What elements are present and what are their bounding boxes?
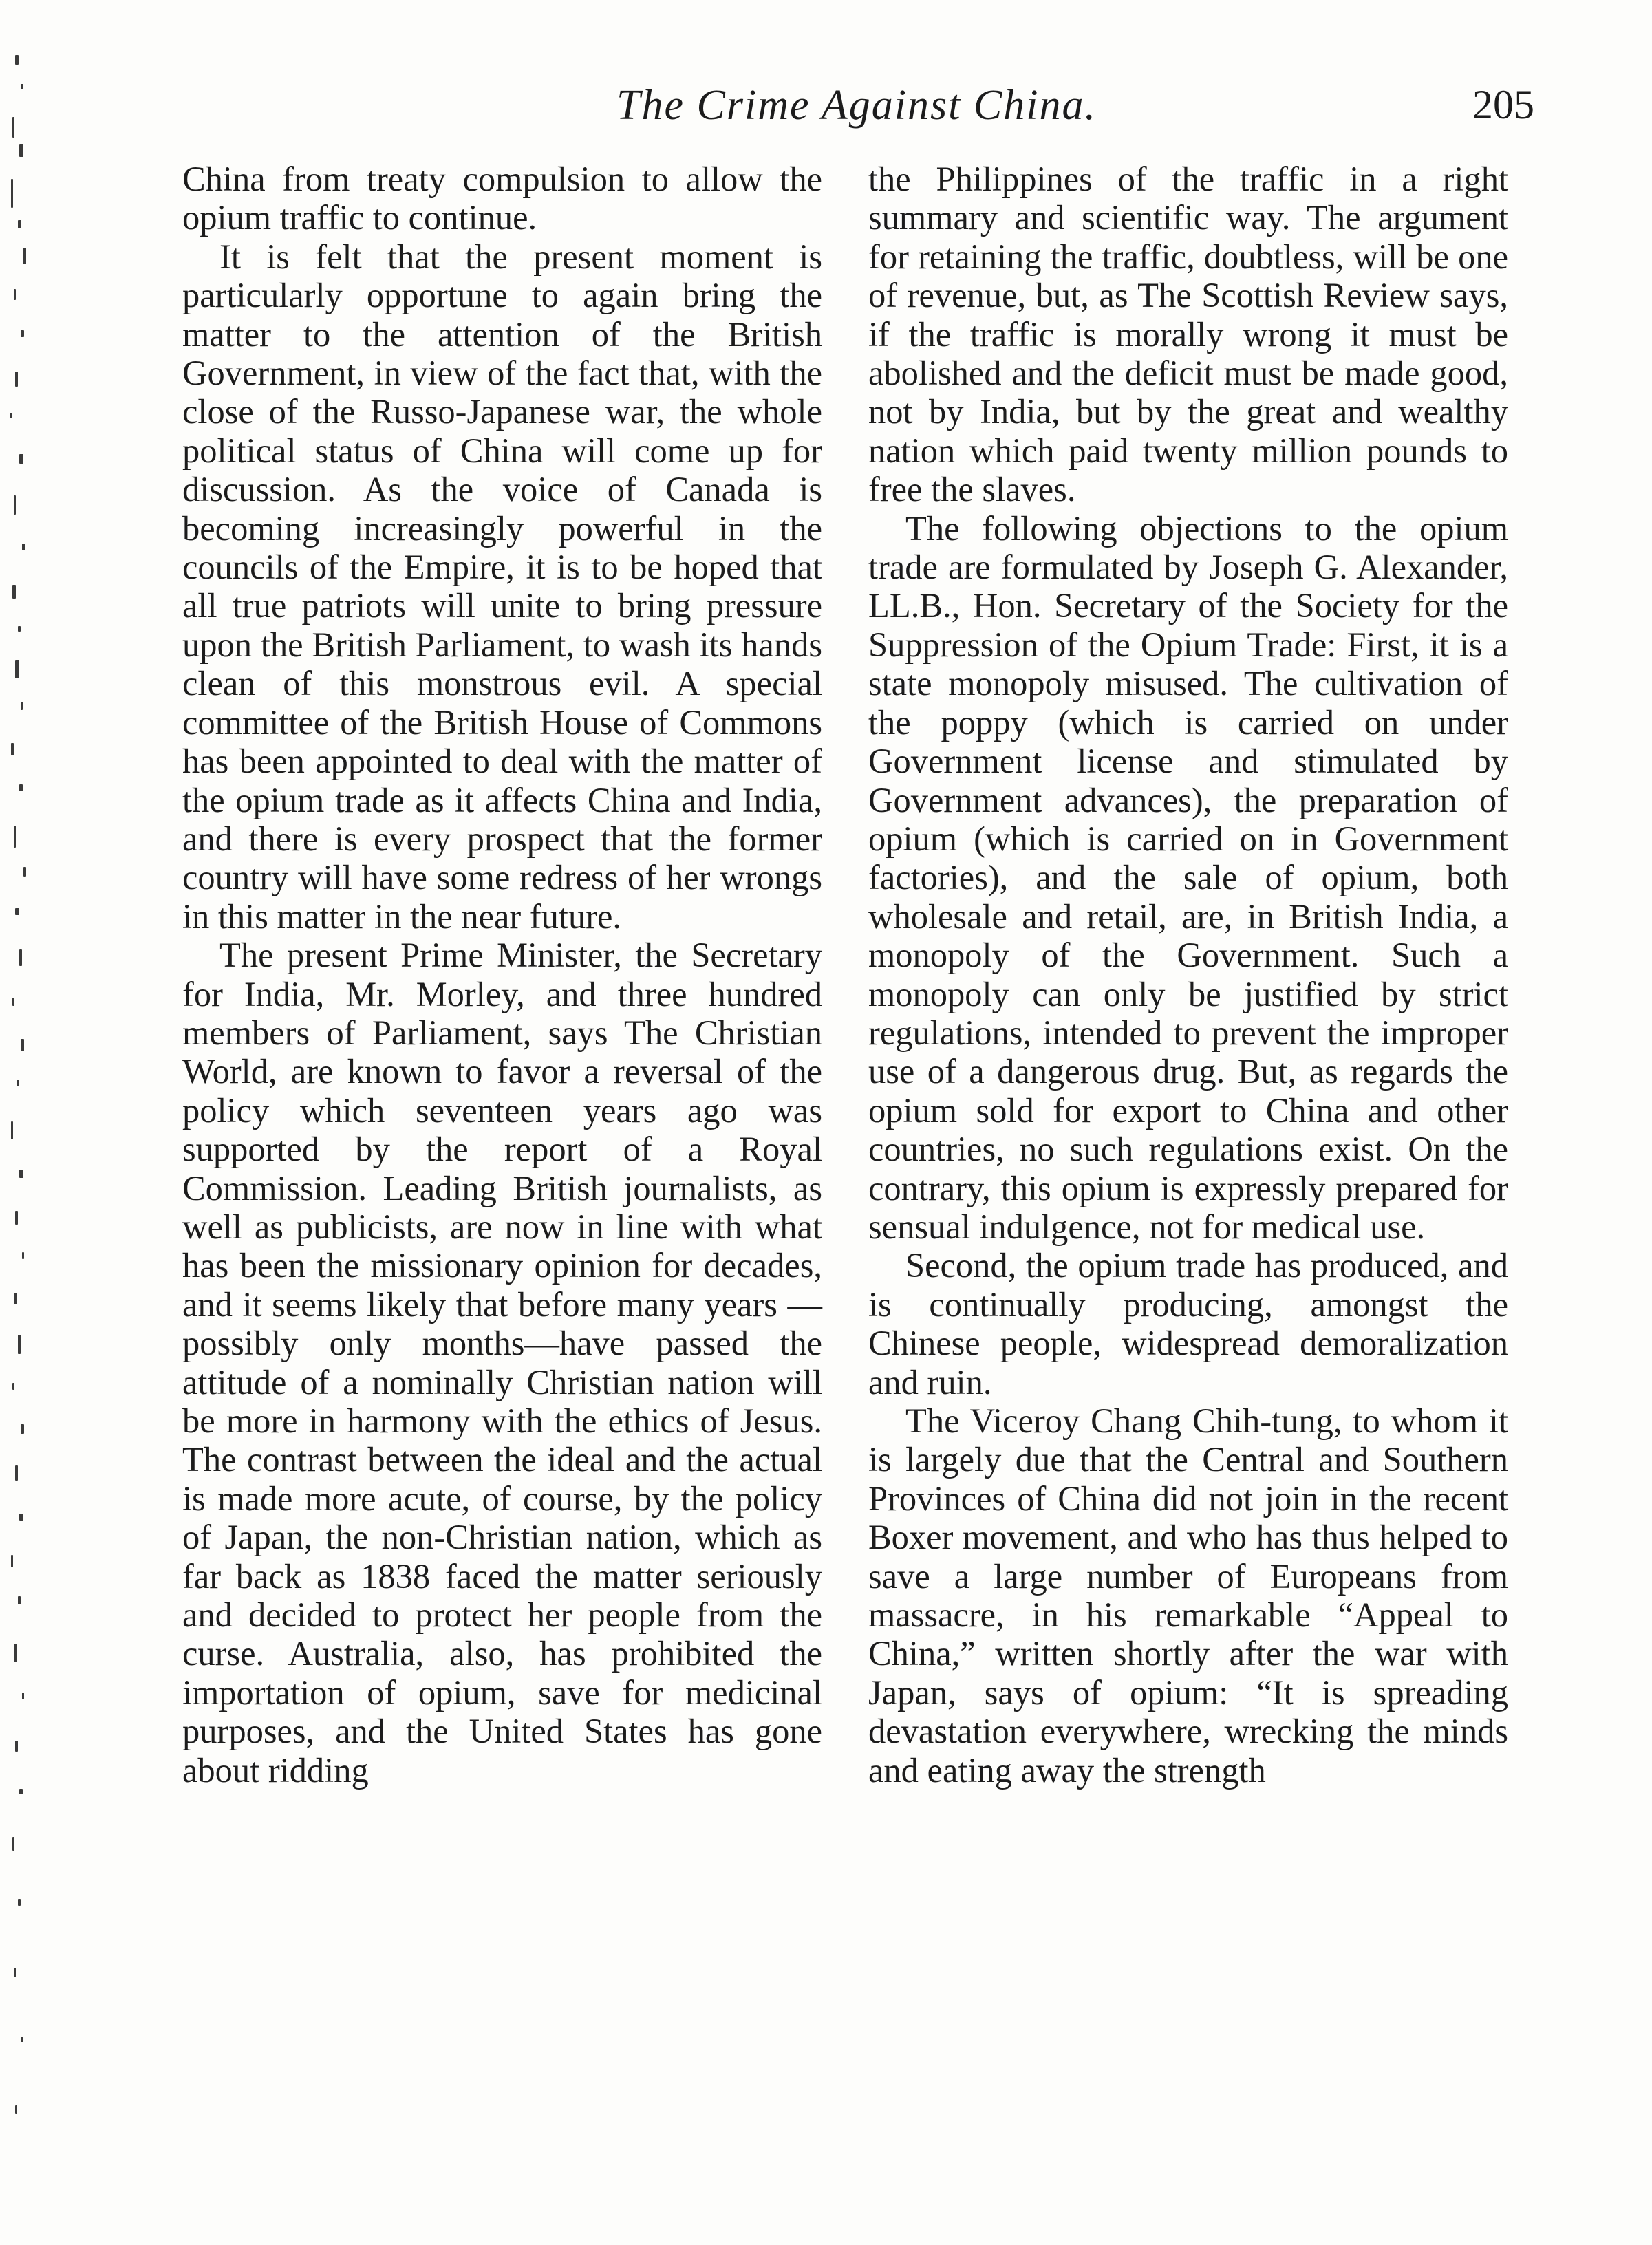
paragraph: The Viceroy Chang Chih-tung, to whom it is largely due that the Central and Southern Provinces of China did not join in the recent Boxer movement, and who has thus helped to save a large number of Europeans from massacre, in his remarkable “Appeal to China,” written shortly after the war with Japan, says of opium: “It is spreading devastation everywhere, wrecking the minds and eating away the strength <box>868 1401 1508 1790</box>
paragraph: Second, the opium trade has produced, and is continually producing, amongst the Chinese people, widespread demoralization and ruin. <box>868 1246 1508 1401</box>
paragraph: It is felt that the present moment is particularly opportune to again bring the matter to the attention of the British Government, in view of the fact that, with the close of the Russo-Japanese war, the whole political status of China will come up for discussion. As the voice of Canada is becoming increasingly powerful in the councils of the Empire, it is to be hoped that all true patriots will unite to bring pressure upon the British Parliament, to wash its hands clean of this monstrous evil. A special committee of the British House of Commons has been appointed to deal with the matter of the opium trade as it affects China and India, and there is every prospect that the former country will have some redress of her wrongs in this matter in the near future. <box>182 237 822 936</box>
text-column-right <box>868 160 1508 1790</box>
running-head <box>179 81 1534 143</box>
paragraph: the Philippines of the traffic in a right summary and scientific way. The argument for retaining the traffic, doubtless, will be one of revenue, but, as The Scottish Review says, if the traffic is morally wrong it must be abolished and the deficit must be made good, not by India, but by the great and wealthy nation which paid twenty million pounds to free the slaves. <box>868 160 1508 509</box>
paragraph: China from treaty compulsion to allow the opium traffic to continue. <box>182 160 822 237</box>
running-title: The Crime Against China. <box>616 82 1097 129</box>
text-column-left <box>182 160 822 1790</box>
paragraph: The present Prime Minister, the Secretary for India, Mr. Morley, and three hundred members of Parliament, says The Christian World, are known to favor a reversal of the policy which seventeen years ago was supported by the report of a Royal Commission. Leading British journalists, as well as publicists, are now in line with what has been the missionary opinion for decades, and it seems likely that before many years —possibly only months—have passed the attitude of a nominally Christian nation will be more in harmony with the ethics of Jesus. The contrast between the ideal and the actual is made more acute, of course, by the policy of Japan, the non-Christian nation, which as far back as 1838 faced the matter seriously and decided to protect her people from the curse. Australia, also, has prohibited the importation of opium, save for medicinal purposes, and the United States has gone about ridding <box>182 936 822 1790</box>
page-number: 205 <box>1472 82 1534 127</box>
paragraph: The following objections to the opium trade are formulated by Joseph G. Alexander, LL.B., Hon. Secretary of the Society for the Suppression of the Opium Trade: First, it is a state monopoly misused. The cultivation of the poppy (which is carried on under Government license and stimulated by Government advances), the preparation of opium (which is carried on in Government factories), and the sale of opium, both wholesale and retail, are, in British India, a monopoly of the Government. Such a monopoly can only be justified by strict regulations, intended to prevent the improper use of a dangerous drug. But, as regards the opium sold for export to China and other countries, no such regulations exist. On the contrary, this opium is expressly prepared for sensual indulgence, not for medical use. <box>868 508 1508 1246</box>
scan-margin-noise <box>0 41 76 2209</box>
